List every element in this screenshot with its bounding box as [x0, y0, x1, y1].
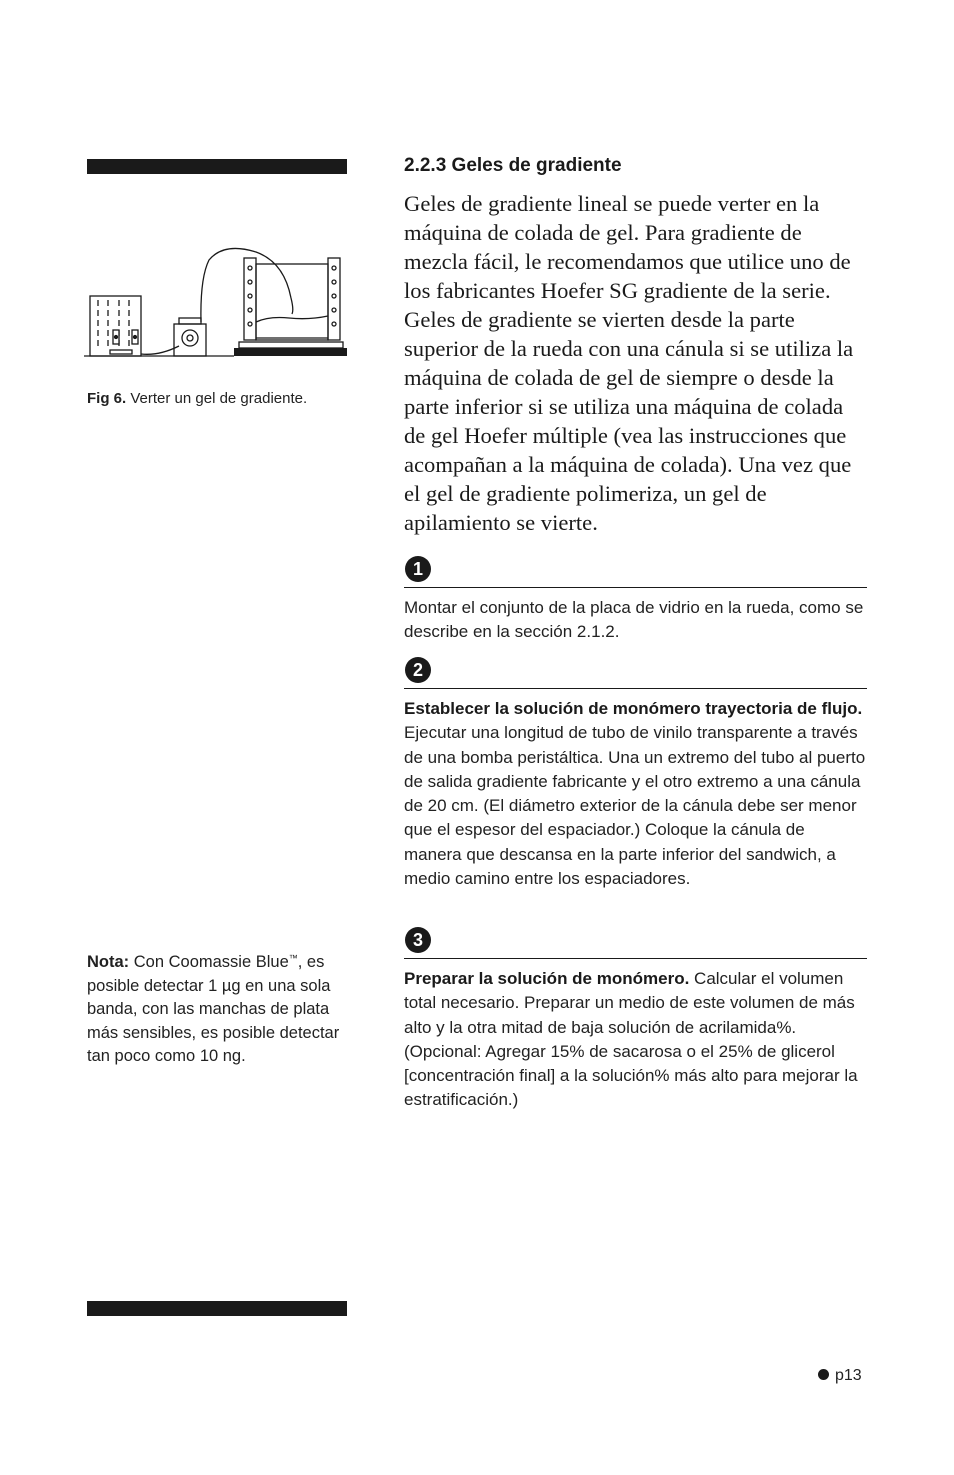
- step-text: [404, 596, 867, 645]
- step-divider: [404, 587, 867, 588]
- step-1: [404, 556, 867, 645]
- step-text-body: Montar el conjunto de la placa de vidrio en la rueda, como se describe en la sección 2.1.2.: [404, 598, 864, 642]
- page-number-text: p13: [835, 1367, 862, 1384]
- note-text-before: Con Coomassie Blue: [133, 953, 289, 971]
- step-number-badge: 2: [405, 657, 431, 683]
- intro-paragraph: Geles de gradiente lineal se puede verter en la máquina de colada de gel. Para gradiente de mezcla fácil, le recomendamos que utilice uno de los fabricantes Hoefer SG gradiente de la serie. Geles de gradiente se vierten desde la parte superior de la rueda con una cánula si se utiliza la máquina de colada de gel de siempre o desde la parte inferior si se utiliza una máquina de colada de gel Hoefer múltiple (vea las instrucciones que acompañan a la máquina de colada). Una vez que el gel de gradiente polimeriza, un gel de apilamiento se vierte.: [404, 191, 854, 535]
- figure-caption: [87, 390, 307, 407]
- step-3: [404, 927, 867, 1113]
- sidebar-bottom-bar: [87, 1301, 347, 1316]
- step-divider: [404, 688, 867, 689]
- step-text: [404, 967, 867, 1113]
- gradient-pouring-illustration: [84, 238, 350, 364]
- step-lead: Preparar la solución de monómero.: [404, 969, 690, 988]
- step-text-body: Calcular el volumen total necesario. Preparar un medio de este volumen de más alto y la otra mitad de baja solución de acrilamida%. (Opcional: Agregar 15% de sacarosa o el 25% de glicerol [concentración final] a la solución% más alto para mejorar la estratificación.): [404, 969, 858, 1110]
- note-text-after: , es posible detectar 1 µg en una sola banda, con las manchas de plata más sensibles, es posible detectar tan poco como 10 ng.: [87, 953, 340, 1065]
- step-divider: [404, 958, 867, 959]
- note-label: Nota:: [87, 953, 130, 971]
- figure-label: Fig 6.: [87, 390, 127, 407]
- bullet-dot-icon: [818, 1369, 829, 1380]
- step-lead: Establecer la solución de monómero trayectoria de flujo.: [404, 699, 863, 718]
- side-note: [87, 951, 349, 1069]
- step-number-badge: 1: [405, 556, 431, 582]
- step-text: [404, 697, 867, 891]
- sidebar-top-bar: [87, 159, 347, 174]
- trademark-symbol: ™: [288, 953, 298, 963]
- step-number-badge: 3: [405, 927, 431, 953]
- page-number: [818, 1367, 862, 1385]
- section-title: 2.2.3 Geles de gradiente: [404, 155, 622, 176]
- step-2: [404, 657, 867, 891]
- step-text-body: Ejecutar una longitud de tubo de vinilo transparente a través de una bomba peristáltica. Una un extremo del tubo al puerto de salida gradiente fabricante y el otro extremo a una cánula de 20 cm. (El diámetro exterior de la cánula debe ser menor que el espesor del espaciador.) Coloque la cánula de manera que descansa en la parte inferior del sandwich, a medio camino entre los espaciadores.: [404, 723, 866, 889]
- figure-caption-text: Verter un gel de gradiente.: [130, 390, 308, 407]
